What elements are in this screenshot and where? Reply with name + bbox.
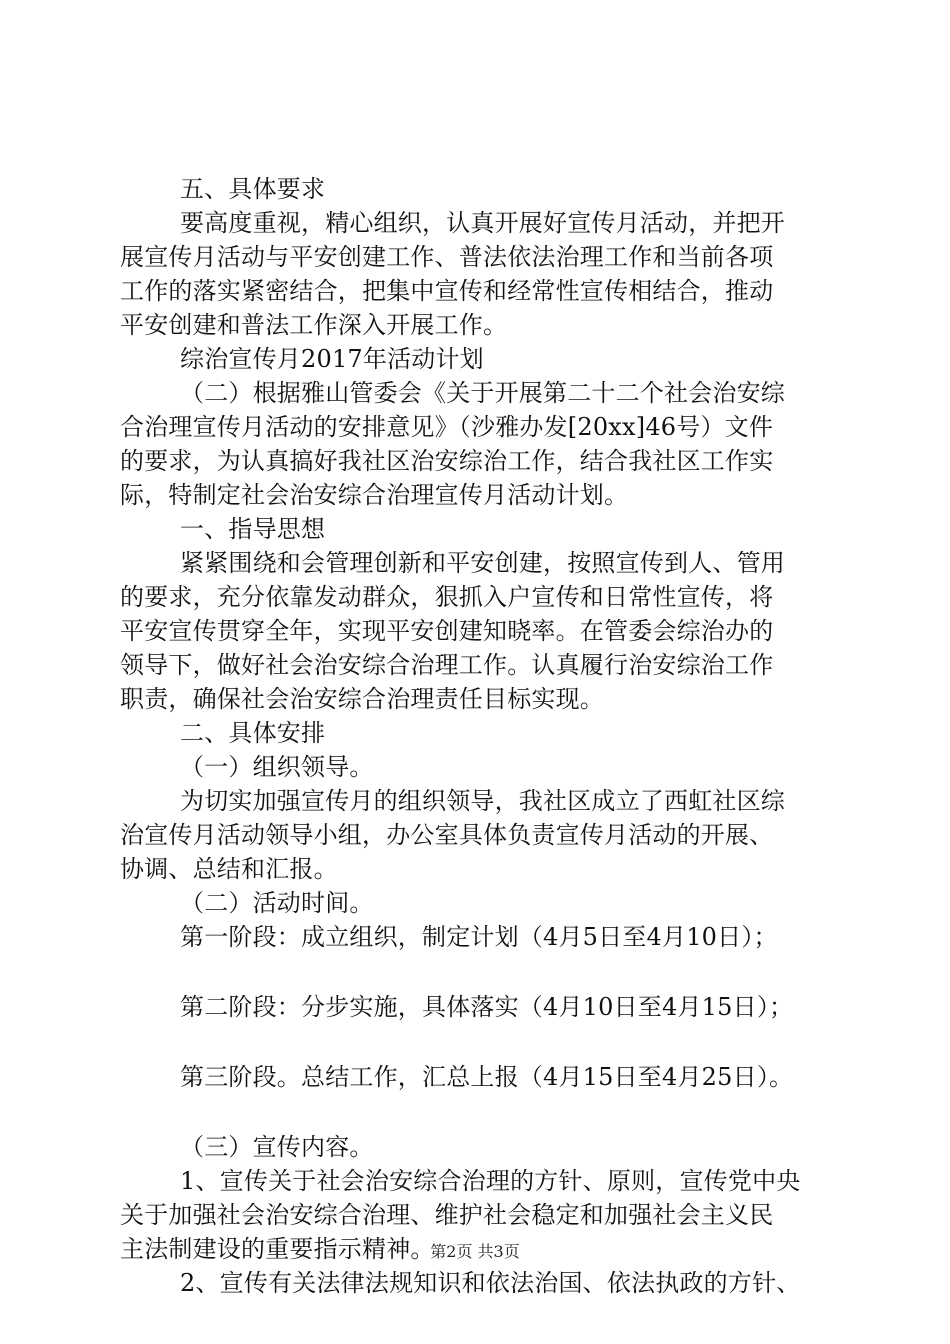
section-heading: 一、指导思想: [180, 515, 326, 543]
paragraph-line: 工作的落实紧密结合，把集中宣传和经常性宣传相结合，推动: [120, 277, 774, 305]
paragraph-line: 平安创建和普法工作深入开展工作。: [120, 311, 508, 339]
page-footer: 第2页 共3页: [430, 1242, 520, 1261]
paragraph-line: 的要求，充分依靠发动群众，狠抓入户宣传和日常性宣传，将: [120, 583, 774, 611]
paragraph-line: 协调、总结和汇报。: [120, 855, 338, 883]
document-body: [120, 172, 840, 1300]
subsection-heading: （一）组织领导。: [180, 753, 374, 781]
section-heading: 二、具体安排: [180, 719, 326, 747]
paragraph-line: （二）根据雅山管委会《关于开展第二十二个社会治安综: [180, 379, 785, 407]
subsection-heading: （二）活动时间。: [180, 889, 374, 917]
document-title: 综治宣传月2017年活动计划: [180, 345, 484, 373]
paragraph-line: 展宣传月活动与平安创建工作、普法依法治理工作和当前各项: [120, 243, 774, 271]
paragraph-line: 为切实加强宣传月的组织领导，我社区成立了西虹社区综: [180, 787, 785, 815]
paragraph-line: 际，特制定社会治安综合治理宣传月活动计划。: [120, 481, 629, 509]
paragraph-line: 领导下，做好社会治安综合治理工作。认真履行治安综治工作: [120, 651, 774, 679]
paragraph-line: 2、宣传有关法律法规知识和依法治国、依法执政的方针、: [180, 1269, 801, 1297]
paragraph-line: 平安宣传贯穿全年，实现平安创建知晓率。在管委会综治办的: [120, 617, 774, 645]
paragraph-line: 紧紧围绕和会管理创新和平安创建，按照宣传到人、管用: [180, 549, 785, 577]
paragraph-line: 职责，确保社会治安综合治理责任目标实现。: [120, 685, 604, 713]
schedule-item: 第一阶段：成立组织，制定计划（4月5日至4月10日）；: [180, 923, 778, 951]
subsection-heading: （三）宣传内容。: [180, 1133, 374, 1161]
schedule-item: 第二阶段：分步实施，具体落实（4月10日至4月15日）；: [180, 993, 794, 1021]
section-heading: 五、具体要求: [180, 175, 326, 203]
schedule-item: 第三阶段。总结工作，汇总上报（4月15日至4月25日）。: [180, 1063, 794, 1091]
paragraph-line: 要高度重视，精心组织，认真开展好宣传月活动，并把开: [180, 209, 785, 237]
paragraph-line: 关于加强社会治安综合治理、维护社会稳定和加强社会主义民: [120, 1201, 774, 1229]
paragraph-line: 治宣传月活动领导小组，办公室具体负责宣传月活动的开展、: [120, 821, 774, 849]
paragraph-line: 主法制建设的重要指示精神。: [120, 1235, 435, 1263]
paragraph-line: 1、宣传关于社会治安综合治理的方针、原则，宣传党中央: [180, 1167, 801, 1195]
paragraph-line: 合治理宣传月活动的安排意见》（沙雅办发[20xx]46号）文件: [120, 413, 774, 441]
paragraph-line: 的要求，为认真搞好我社区治安综治工作，结合我社区工作实: [120, 447, 774, 475]
